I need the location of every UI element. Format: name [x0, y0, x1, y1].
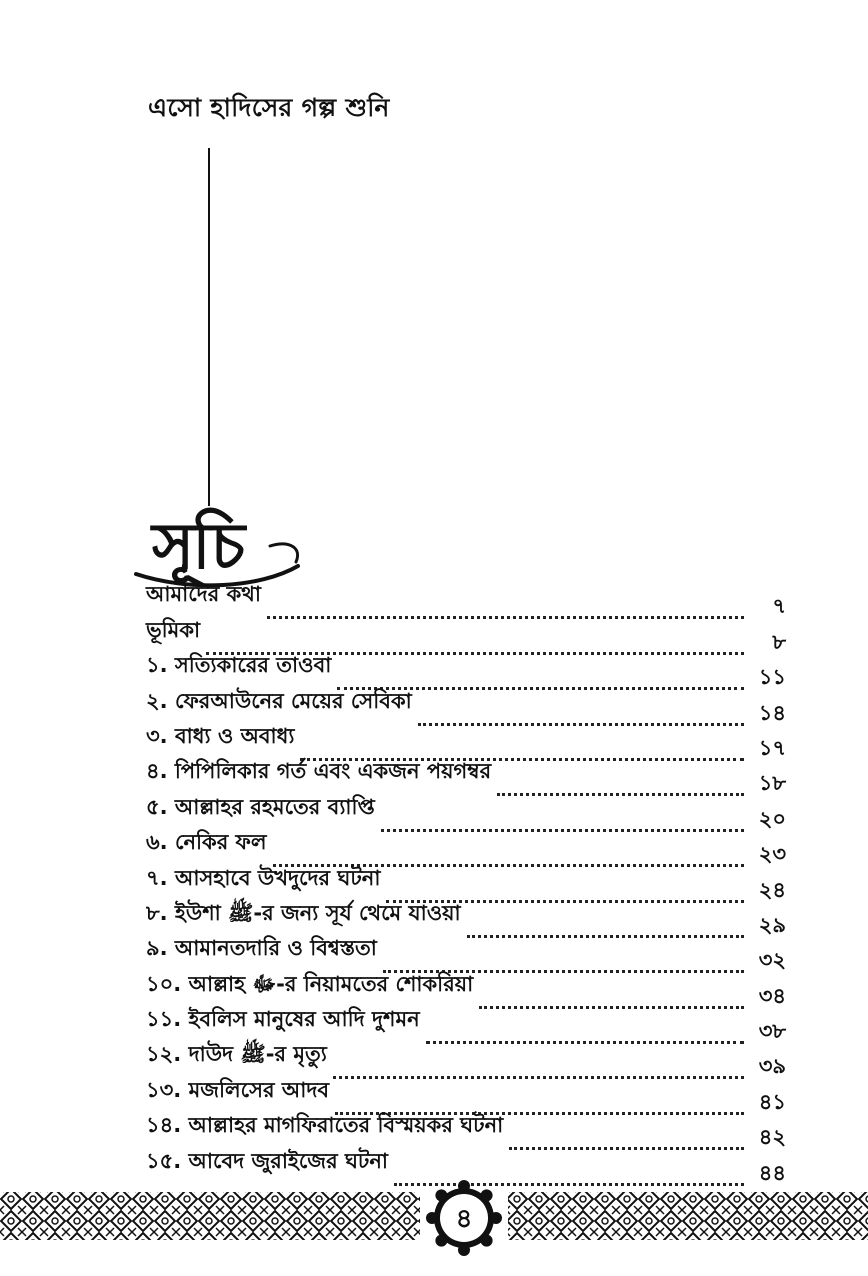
toc-entry-page: ৪১ — [758, 1089, 786, 1114]
page-number: ৪ — [455, 1204, 473, 1234]
toc-entry-title: আমাদের কথা — [146, 582, 261, 607]
toc-entry-page: ১৮ — [758, 771, 786, 796]
toc-entry-page: ২৩ — [758, 842, 786, 867]
toc-entry-title: ৮. ইউশা ﷺ-র জন্য সূর্য থেমে যাওয়া — [146, 900, 461, 925]
toc-entry-page: ২৪ — [758, 877, 786, 902]
toc-entry-title: ১৪. আল্লাহর মাগফিরাতের বিস্ময়কর ঘটনা — [146, 1113, 504, 1138]
toc-entry-page: ৩৯ — [758, 1054, 786, 1079]
toc-heading: সূচি — [152, 509, 244, 584]
dot-leader — [497, 793, 744, 796]
toc-entry-title: ভূমিকা — [146, 617, 201, 642]
toc-entry-title: ১. সত্যিকারের তাওবা — [146, 653, 332, 678]
toc-entry-page: ৭ — [772, 594, 786, 619]
dot-leader — [467, 935, 744, 938]
toc-list — [146, 582, 786, 1190]
toc-entry-title: ৪. পিপিলিকার গর্ত এবং একজন পয়গম্বর — [146, 759, 492, 784]
hanging-rule — [208, 148, 210, 506]
toc-entry-title: ২. ফেরআউনের মেয়ের সেবিকা — [146, 688, 412, 713]
dot-leader — [381, 829, 744, 832]
toc-entry-title: ১৫. আবেদ জুরাইজের ঘটনা — [146, 1148, 388, 1173]
toc-entry-title: ৫. আল্লাহর রহমতের ব্যাপ্তি — [146, 794, 375, 819]
toc-entry-title: ৬. নেকির ফল — [146, 830, 267, 855]
toc-entry-title: ৭. আসহাবে উখদুদের ঘটনা — [146, 865, 381, 890]
dot-leader — [479, 1006, 744, 1009]
dot-leader — [333, 1076, 744, 1079]
running-title: এসো হাদিসের গল্প শুনি — [148, 93, 390, 122]
toc-entry-title: ১০. আল্লাহ ﷻ-র নিয়ামতের শোকরিয়া — [146, 971, 474, 996]
toc-entry-title: ১১. ইবলিস মানুষের আদি দুশমন — [146, 1007, 420, 1032]
toc-entry-page: ১৭ — [758, 735, 786, 760]
toc-entry-page: ৪৪ — [758, 1160, 786, 1185]
toc-entry-page: ৩৪ — [758, 983, 786, 1008]
toc-entry-page: ২০ — [758, 806, 786, 831]
toc-entry-title: ১৩. মজলিসের আদব — [146, 1077, 330, 1102]
toc-entry-title: ৩. বাধ্য ও অবাধ্য — [146, 723, 295, 748]
toc-entry-page: ২৯ — [758, 912, 786, 937]
dot-leader — [509, 1147, 744, 1150]
dot-leader — [418, 723, 744, 726]
toc-entry-page: ৮ — [772, 629, 786, 654]
toc-entry-page: ৩৮ — [758, 1019, 786, 1044]
toc-entry-page: ১১ — [758, 665, 786, 690]
toc-entry-title: ১২. দাউদ ﷺ-র মৃত্যু — [146, 1042, 327, 1067]
dot-leader — [426, 1041, 744, 1044]
toc-entry-page: ৪২ — [758, 1125, 786, 1150]
toc-entry-page: ১৪ — [758, 700, 786, 725]
toc-entry-page: ৩২ — [758, 948, 786, 973]
toc-entry[interactable] — [146, 582, 786, 623]
toc-entry-title: ৯. আমানতদারি ও বিশ্বস্ততা — [146, 936, 377, 961]
dot-leader — [267, 616, 744, 619]
